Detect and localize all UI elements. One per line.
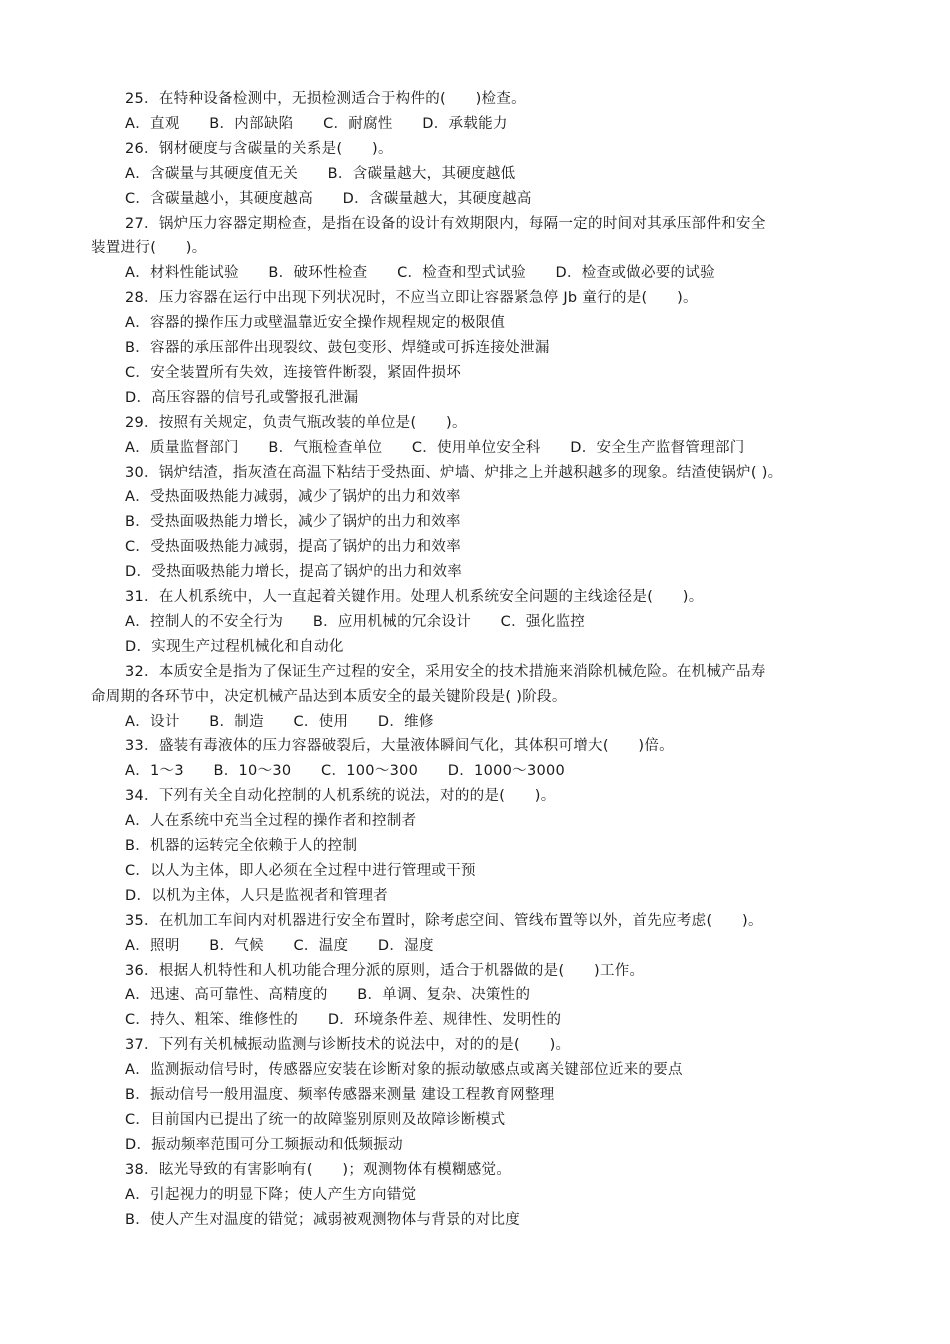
text-line: 33．盛装有毒液体的压力容器破裂后，大量液体瞬间气化，其体积可增大( )倍。 (125, 738, 674, 755)
text-line: 26．钢材硬度与含碳量的关系是( )。 (125, 140, 393, 157)
text-line: 35．在机加工车间内对机器进行安全布置时，除考虑空间、管线布置等以外，首先应考虑( )。 (125, 912, 763, 929)
text-line: A．容器的操作压力或壁温靠近安全操作规程规定的极限值 (125, 315, 506, 332)
text-line: A．受热面吸热能力减弱，减少了锅炉的出力和效率 (125, 489, 461, 506)
text-line: A．含碳量与其硬度值无关 B．含碳量越大，其硬度越低 (125, 165, 516, 182)
text-line: D．高压容器的信号孔或警报孔泄漏 (125, 389, 359, 406)
text-line: C．持久、粗笨、维修性的 D．环境条件差、规律性、发明性的 (125, 1012, 562, 1029)
text-line: C．受热面吸热能力减弱，提高了锅炉的出力和效率 (125, 539, 462, 556)
text-line: A．质量监督部门 B．气瓶检查单位 C．使用单位安全科 D．安全生产监督管理部门 (125, 439, 745, 456)
text-line: A．引起视力的明显下降；使人产生方向错觉 (125, 1186, 417, 1203)
text-line: B．容器的承压部件出现裂纹、鼓包变形、焊缝或可拆连接处泄漏 (125, 340, 550, 356)
text-line: 29．按照有关规定，负责气瓶改装的单位是( )。 (125, 414, 467, 431)
text-line: 25．在特种设备检测中，无损检测适合于构件的( )检查。 (125, 91, 526, 107)
text-line: 36．根据人机特性和人机功能合理分派的原则，适合于机器做的是( )工作。 (125, 962, 645, 979)
text-line: D．振动频率范围可分工频振动和低频振动 (125, 1136, 403, 1153)
text-line: 34．下列有关全自动化控制的人机系统的说法，对的的是( )。 (125, 788, 556, 805)
text-line: D．实现生产过程机械化和自动化 (125, 638, 344, 655)
text-line: B．受热面吸热能力增长，减少了锅炉的出力和效率 (125, 514, 461, 531)
text-line: 32．本质安全是指为了保证生产过程的安全，采用安全的技术措施来消除机械危险。在机械产品寿 (125, 663, 766, 680)
text-line: A．材料性能试验 B．破环性检查 C．检查和型式试验 D．检查或做必要的试验 (125, 265, 715, 282)
text-line: 30．锅炉结渣，指灰渣在高温下粘结于受热面、炉墙、炉排之上并越积越多的现象。结渣使锅炉( )。 (125, 464, 783, 481)
text-line: A．设计 B．制造 C．使用 D．维修 (125, 713, 434, 730)
text-line: A．控制人的不安全行为 B．应用机械的冗余设计 C．强化监控 (125, 613, 586, 630)
text-line: A．1～3 B．10～30 C．100～300 D．1000～3000 (125, 763, 566, 780)
text-line: A．照明 B．气候 C．温度 D．湿度 (125, 937, 434, 954)
text-line: C．安全装置所有失效，连接管件断裂，紧固件损坏 (125, 364, 462, 381)
text-line: 37．下列有关机械振动监测与诊断技术的说法中，对的的是( )。 (125, 1037, 571, 1054)
text-line: 命周期的各环节中，决定机械产品达到本质安全的最关键阶段是( )阶段。 (91, 688, 567, 705)
text-line: C．含碳量越小，其硬度越高 D．含碳量越大，其硬度越高 (125, 190, 532, 207)
text-line: A．直观 B．内部缺陷 C．耐腐性 D．承载能力 (125, 115, 508, 132)
text-line: A．迅速、高可靠性、高精度的 B．单调、复杂、决策性的 (125, 987, 531, 1004)
text-line: 31．在人机系统中，人一直起着关键作用。处理人机系统安全问题的主线途径是( )。 (125, 589, 704, 605)
text-line: B．使人产生对温度的错觉；减弱被观测物体与背景的对比度 (125, 1211, 521, 1228)
text-line: D．以机为主体，人只是监视者和管理者 (125, 887, 389, 904)
text-line: B．振动信号一般用温度、频率传感器来测量 建设工程教育网整理 (125, 1087, 555, 1103)
text-line: 27．锅炉压力容器定期检查，是指在设备的设计有效期限内，每隔一定的时间对其承压部件和安全 (125, 215, 766, 232)
text-line: B．机器的运转完全依赖于人的控制 (125, 838, 358, 854)
text-line: 28．压力容器在运行中出现下列状况时，不应当立即让容器紧急停 Jb 童行的是( )。 (125, 290, 698, 307)
text-line: D．受热面吸热能力增长，提高了锅炉的出力和效率 (125, 564, 463, 581)
text-line: 装置进行( )。 (91, 240, 207, 257)
text-line: C．目前国内已提出了统一的故障鉴别原则及故障诊断模式 (125, 1111, 506, 1128)
text-line: C．以人为主体，即人必须在全过程中进行管理或干预 (125, 862, 476, 879)
text-line: A．监测振动信号时，传感器应安装在诊断对象的振动敏感点或离关键部位近来的要点 (125, 1062, 683, 1079)
text-line: 38．眩光导致的有害影响有( )；观测物体有模糊感觉。 (125, 1161, 512, 1178)
text-line: A．人在系统中充当全过程的操作者和控制者 (125, 813, 417, 830)
